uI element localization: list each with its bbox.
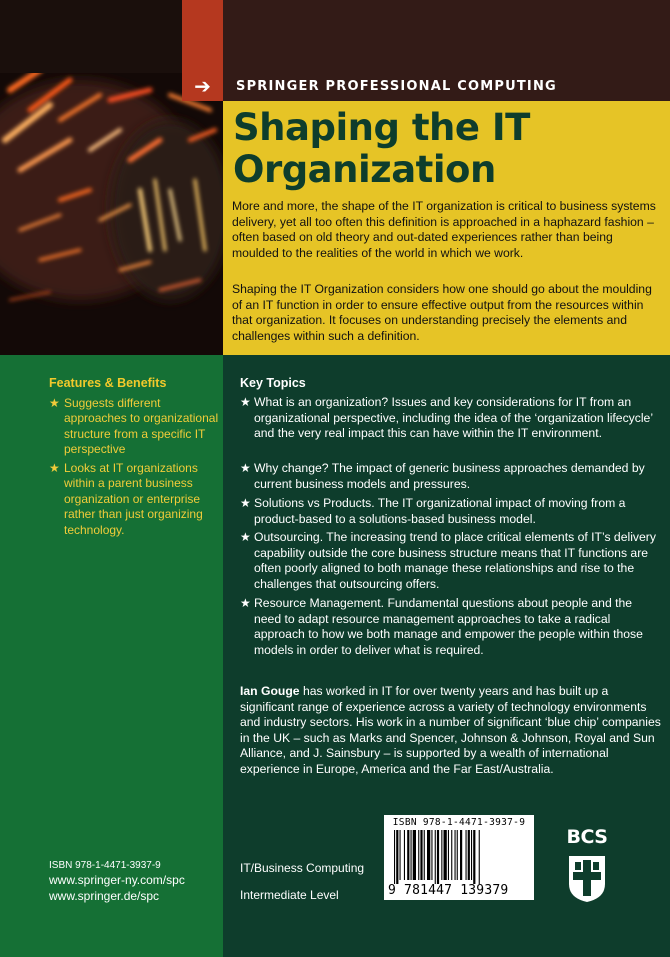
series-title: SPRINGER PROFESSIONAL COMPUTING [236,79,557,94]
bcs-shield-icon [564,826,610,904]
barcode-bar [457,830,458,880]
topic-text: Outsourcing. The increasing trend to place critical elements of IT’s delivery capability outside the core business structure means that IT functions are often poorly aligned to both manage these relationships and rise to the challenges that outsourcing offers. [254,530,656,591]
intro-paragraph: More and more, the shape of the IT organization is critical to business systems delivery, yet all too often this definition is approached in a haphazard fashion – often based on old theory and out-dated experiences rather than being moulded to the realities of the world in which we work. [232,199,656,260]
barcode-bar [444,830,447,880]
topic-text: Solutions vs Products. The IT organizational impact of moving from a product-based to a solutions-based business model. [254,496,626,526]
barcode-bar [407,830,409,880]
barcode-bar [431,830,432,880]
book-title: Shaping the IT Organization [233,106,530,191]
feature-item [49,396,219,458]
arrow-icon: ➔ [182,73,223,101]
barcode-bar [427,830,430,880]
barcode-bar [479,830,480,884]
author-bio-text: has worked in IT for over twenty years and has built up a significant range of experience across a variety of technology environments and industry sectors. His work in a number of significant ‘blue chip’ companies in the UK – such as Marks and Spencer, Johnson & Johnson, Royal and Sun Alliance, and J. Sainsbury – is supported by a wealth of international experience in Europe, America and the Far East/Australia. [240,684,661,776]
topic-item [240,395,660,442]
intro-paragraph: Shaping the IT Organization considers how one should go about the moulding of an IT function in order to ensure effective output from the resources within that organization. It focuses on understanding precisely the elements and challenges within such a definition. [232,282,652,343]
barcode-bar [404,830,405,880]
barcode-bar [424,830,425,880]
topic-item [240,496,660,527]
publisher-url: www.springer-ny.com/spc [49,873,185,887]
author-name: Ian Gouge [240,684,300,698]
topic-item [240,596,660,658]
star-bullet-icon: ★ [240,496,251,510]
barcode-bar [473,830,475,884]
cover-photo-top [0,0,182,73]
barcode-bar [400,830,401,880]
barcode-bar [451,830,452,880]
bcs-logo-text: BCS [566,826,608,848]
feature-text: Suggests different approaches to organizational structure from a specific IT perspective [64,396,219,457]
barcode-bar [437,830,439,884]
topic-text: What is an organization? Issues and key considerations for IT from an organizational perspective, including the idea of the ‘organization lifecycle’ and the very real impact this can have within the IT environment. [254,395,653,440]
level-label: Intermediate Level [240,888,339,902]
publisher-url: www.springer.de/spc [49,889,160,903]
barcode-bar [394,830,395,884]
barcode-bar [413,830,416,880]
star-bullet-icon: ★ [49,461,60,475]
feature-text: Looks at IT organizations within a parent business organization or enterprise rather than just organizing technology. [64,461,203,537]
barcode-bar [441,830,442,880]
isbn-text: ISBN 978-1-4471-3937-9 [49,860,161,871]
barcode-bar [418,830,419,880]
topic-text: Resource Management. Fundamental questions about people and the need to adapt resource management approaches to take a radical approach to how we both manage and empower the people within those models in order to deliver what is required. [254,596,643,657]
barcode-bar [455,830,456,880]
barcode [384,815,534,900]
topic-item [240,461,660,492]
feature-item [49,461,219,538]
barcode-isbn: ISBN 978-1-4471-3937-9 [392,817,526,828]
topic-item [240,530,660,592]
barcode-bar [411,830,412,880]
author-bio [240,684,662,777]
barcode-bar [448,830,449,880]
bcs-logo [564,826,610,904]
key-topics-heading: Key Topics [240,376,306,390]
barcode-bars [388,830,530,884]
barcode-bar [396,830,398,884]
topic-text: Why change? The impact of generic business approaches demanded by current business models and pressures. [254,461,645,491]
barcode-bar [460,830,462,880]
barcode-digits: 9 781447 139379 [388,883,509,898]
star-bullet-icon: ★ [240,461,251,475]
barcode-bar [435,830,436,884]
star-bullet-icon: ★ [240,395,251,409]
cover-photo [0,73,223,355]
barcode-bar [466,830,467,880]
star-bullet-icon: ★ [49,396,60,410]
category-label: IT/Business Computing [240,861,365,875]
header-band [223,0,670,73]
barcode-bar [471,830,472,880]
barcode-bar [468,830,470,880]
barcode-bar [420,830,422,880]
light-trails-image [0,73,223,355]
star-bullet-icon: ★ [240,530,251,544]
accent-block-top [182,0,223,73]
star-bullet-icon: ★ [240,596,251,610]
features-heading: Features & Benefits [49,376,167,390]
